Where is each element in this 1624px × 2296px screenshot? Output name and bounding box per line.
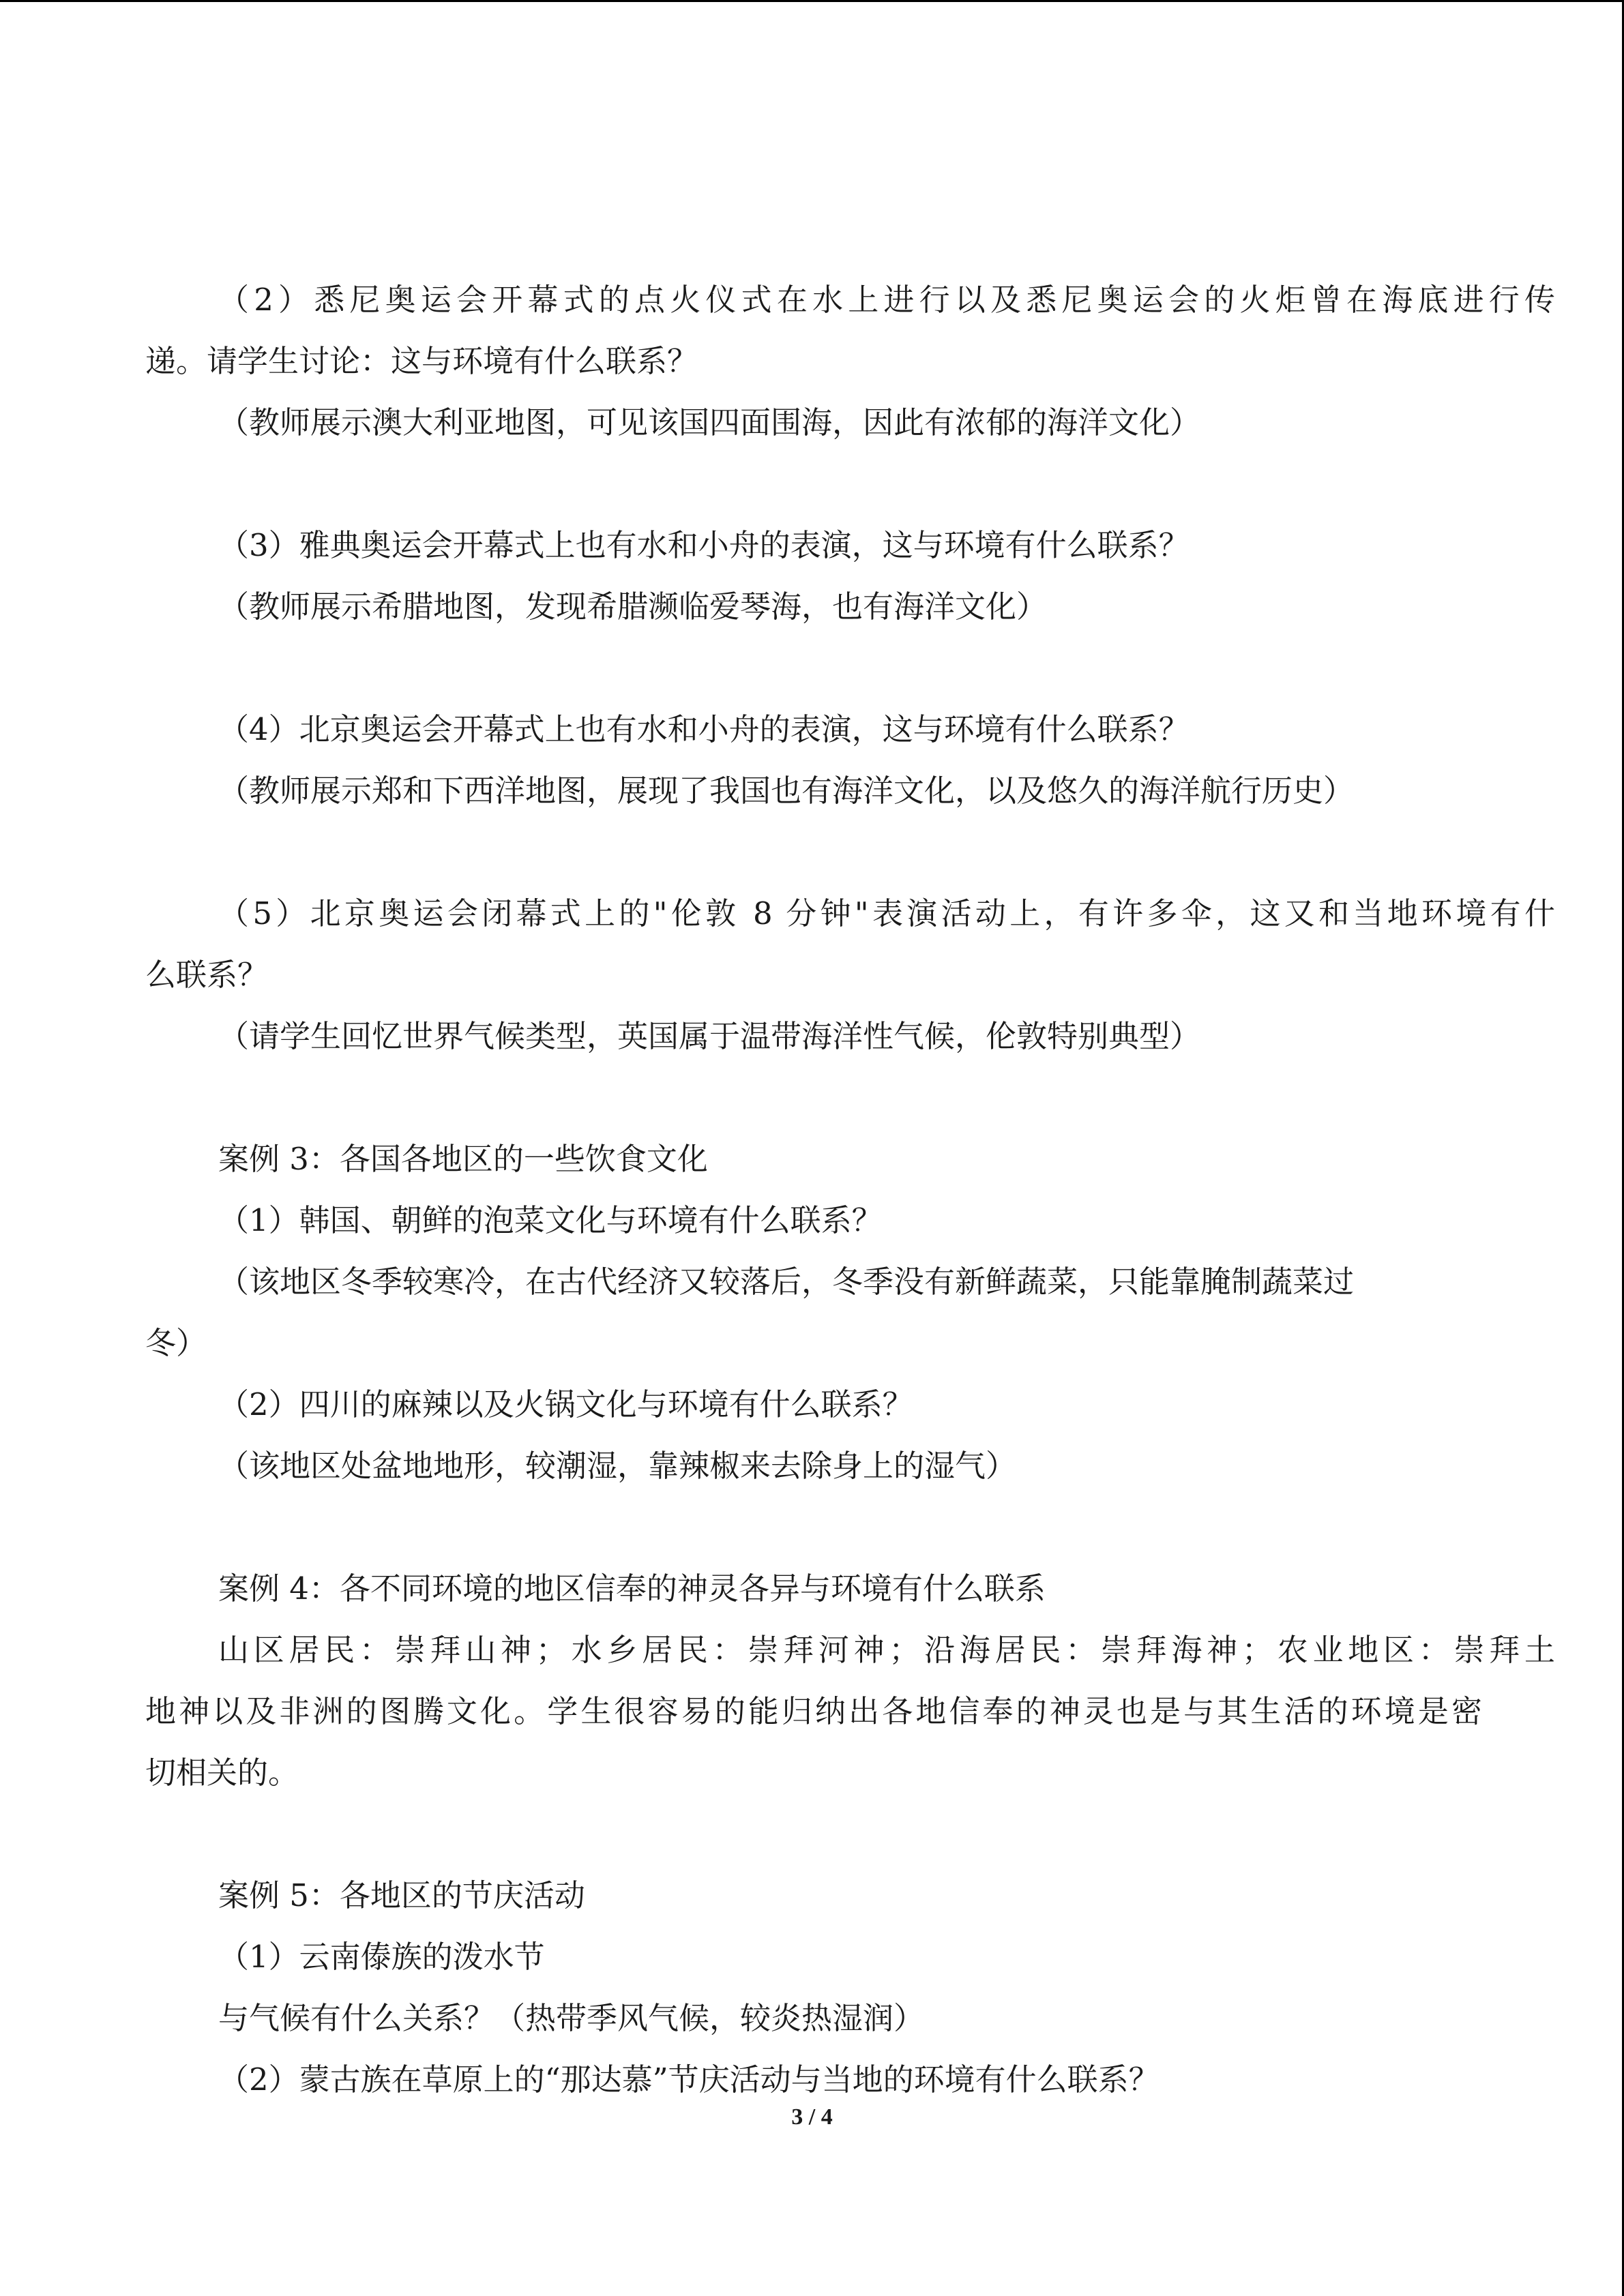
case-heading: 案例 4：各不同环境的地区信奉的神灵各异与环境有什么联系 xyxy=(218,1570,1046,1607)
text-line: 地神以及非洲的图腾文化。学生很容易的能归纳出各地信奉的神灵也是与其生活的环境是密 xyxy=(145,1693,1482,1729)
document-body xyxy=(145,269,1555,2111)
paragraph-gap xyxy=(145,822,1482,883)
text-line: （教师展示郑和下西洋地图，展现了我国也有海洋文化，以及悠久的海洋航行历史） xyxy=(218,773,1355,809)
paragraph-gap xyxy=(145,1804,1482,1865)
text-line: （2）蒙古族在草原上的“那达慕”节庆活动与当地的环境有什么联系？ xyxy=(218,2061,1160,2098)
page-number: 3 / 4 xyxy=(791,2104,833,2130)
text-line: （1）云南傣族的泼水节 xyxy=(218,1939,545,1975)
text-line: 山区居民：崇拜山神；水乡居民：崇拜河神；沿海居民：崇拜海神；农业地区：崇拜土 xyxy=(218,1632,1555,1668)
text-line: 与气候有什么关系？（热带季风气候，较炎热湿润） xyxy=(218,2000,925,2036)
text-line: （教师展示澳大利亚地图，可见该国四面围海，因此有浓郁的海洋文化） xyxy=(218,404,1201,441)
text-line: 递。请学生讨论：这与环境有什么联系？ xyxy=(145,343,698,379)
paragraph-gap xyxy=(145,638,1482,699)
text-line: （2）四川的麻辣以及火锅文化与环境有什么联系？ xyxy=(218,1386,913,1422)
text-line: 切相关的。 xyxy=(145,1755,299,1791)
text-line: （请学生回忆世界气候类型，英国属于温带海洋性气候，伦敦特别典型） xyxy=(218,1018,1201,1054)
text-line: （2）悉尼奥运会开幕式的点火仪式在水上进行以及悉尼奥运会的火炬曾在海底进行传 xyxy=(218,282,1555,318)
paragraph-gap xyxy=(145,453,1482,515)
paragraph-gap xyxy=(145,1497,1482,1558)
case-heading: 案例 3：各国各地区的一些饮食文化 xyxy=(218,1141,708,1177)
text-line: （4）北京奥运会开幕式上也有水和小舟的表演，这与环境有什么联系？ xyxy=(218,711,1190,747)
text-line: 么联系？ xyxy=(145,957,269,993)
text-line: 冬） xyxy=(145,1325,207,1361)
text-line: （1）韩国、朝鲜的泡菜文化与环境有什么联系？ xyxy=(218,1202,883,1238)
text-line: （教师展示希腊地图，发现希腊濒临爱琴海，也有海洋文化） xyxy=(218,588,1048,625)
page-top-border xyxy=(0,0,1624,2)
text-line: （该地区处盆地地形，较潮湿，靠辣椒来去除身上的湿气） xyxy=(218,1448,1017,1484)
case-heading: 案例 5：各地区的节庆活动 xyxy=(218,1877,585,1913)
paragraph-gap xyxy=(145,1067,1482,1129)
text-line: （3）雅典奥运会开幕式上也有水和小舟的表演，这与环境有什么联系？ xyxy=(218,527,1190,563)
text-line: （该地区冬季较寒冷，在古代经济又较落后，冬季没有新鲜蔬菜，只能靠腌制蔬菜过 xyxy=(218,1264,1355,1300)
text-line: （5）北京奥运会闭幕式上的"伦敦 8 分钟"表演活动上，有许多伞，这又和当地环境有什 xyxy=(218,895,1555,931)
